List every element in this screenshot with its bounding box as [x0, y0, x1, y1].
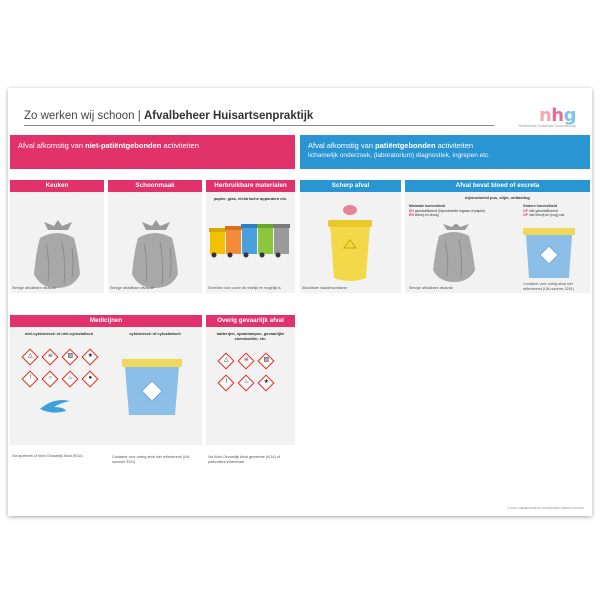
blood-right-criteria — [523, 204, 587, 218]
ghs-exclamation-icon: ! — [22, 371, 39, 388]
ghs-corrosive-icon: ▨ — [62, 349, 79, 366]
card-medicijnen — [10, 315, 202, 464]
logo-tagline: Nederlands Huisartsen Genootschap — [518, 124, 576, 128]
waste-container-icon — [519, 224, 579, 282]
card-caption-right: Container voor overig afval niet reflecterend (UN-nummer 3291) — [112, 455, 191, 464]
sharps-container-icon — [300, 192, 401, 293]
criteria-text: gesolidificeerd (bijvoorbeeld ingaas of papier) — [414, 208, 486, 213]
band-right-bold: patiëntgebonden — [375, 141, 436, 150]
band-patient — [300, 135, 590, 169]
logo-letter-h: h — [551, 105, 564, 126]
card-caption: Stevige afsluitbare afvalzak — [110, 286, 154, 290]
card-note: batterijen, spaarlampen, gevaarlijke chemicaliën, etc. — [216, 331, 285, 341]
card-title: Keuken — [10, 180, 104, 192]
card-caption-right: Container voor overig afval niet reflecterend (UN-nummer 3291) — [523, 282, 574, 291]
blood-left-criteria — [409, 204, 495, 218]
ghs-toxic-icon: ☠ — [42, 349, 59, 366]
card-caption-left: Stevige afsluitbare afvalzak — [409, 286, 453, 290]
logo-letter-g: g — [563, 105, 576, 126]
ghs-health-hazard-icon: ★ — [82, 349, 99, 366]
nhg-logo — [539, 105, 576, 126]
card-caption: Stevige afsluitbare afvalzak — [12, 286, 56, 290]
recycling-bins-icon — [206, 216, 295, 274]
poster — [8, 88, 592, 516]
card-title: Afval bevat bloed of excreta — [405, 180, 590, 192]
ghs-toxic-icon: ☠ — [238, 353, 255, 370]
pharmacy-logo-icon — [36, 393, 76, 417]
card-title: Herbruikbare materialen — [206, 180, 295, 192]
band-right-sub: lichamelijk onderzoek, (laboratorium) diagnostiek, ingrepen etc. — [308, 152, 491, 159]
card-title: Schoonmaak — [108, 180, 202, 192]
ghs-health-hazard-icon: ★ — [258, 375, 275, 392]
title-bold: Afvalbeheer Huisartsenpraktijk — [143, 110, 314, 122]
card-bloed — [405, 180, 590, 293]
criteria-key: EN — [409, 213, 414, 217]
waste-container-icon — [116, 355, 188, 419]
card-herbruikbaar — [206, 180, 295, 293]
ghs-environment-icon: ♨ — [238, 375, 255, 392]
card-title: Scherp afval — [300, 180, 401, 192]
medicine-left-note: niet-cytotoxisch of niet-cytostatisch — [24, 331, 94, 336]
criteria-head: Minimale hoeveelheid — [409, 204, 446, 208]
band-right-prefix: Afval afkomstig van — [308, 141, 376, 150]
garbage-bag-icon — [10, 192, 104, 293]
medicine-right-note: cytotoxisch of cytostatisch — [129, 331, 181, 336]
band-left-suffix: activiteiten — [161, 141, 199, 150]
card-caption: Via Klein Gevaarlijk Afval gemeente (KGA) of particuliere inzamelaar — [208, 455, 280, 464]
card-keuken — [10, 180, 104, 293]
logo-letter-n: n — [538, 105, 552, 126]
card-title: Overig gevaarlijk afval — [206, 315, 295, 327]
card-schoonmaak — [108, 180, 202, 293]
garbage-bag-icon — [419, 224, 489, 284]
band-left-bold: niet-patiëntgebonden — [85, 141, 162, 150]
card-scherp — [300, 180, 401, 293]
band-left-prefix: Afval afkomstig van — [18, 141, 86, 150]
footer-copyright: © NHG | NEDERLANDS HUISARTSEN GENOOTSCHAP — [507, 506, 584, 510]
criteria-key: OF — [523, 208, 528, 213]
card-caption: Scheiden voor zover dit redelijk en mogelijk is — [208, 286, 281, 290]
card-caption: Afsluitbare naaldencontainer — [302, 286, 348, 290]
ghs-corrosive-icon: ▨ — [258, 353, 275, 370]
card-note: bijvoorbeeld pus, slijm, ontlasting — [465, 195, 530, 200]
ghs-flammable-icon: △ — [22, 349, 39, 366]
criteria-key: EN — [409, 208, 414, 213]
criteria-text: niet gesolidificeerd — [528, 208, 558, 213]
ghs-exclamation-icon: ! — [218, 375, 235, 392]
criteria-text: niet lekvrij en (nog) nat — [528, 213, 565, 217]
card-title: Medicijnen — [10, 315, 202, 327]
card-caption-left: Via apotheek of Klein Gevaarlijk Afval (KGA) — [12, 454, 83, 458]
garbage-bag-icon — [108, 192, 202, 293]
criteria-head: Grotere hoeveelheid — [523, 204, 557, 208]
title-rule — [24, 125, 494, 126]
criteria-text: lekvrij en droog — [414, 213, 439, 217]
ghs-oxidizer-icon: ○ — [42, 371, 59, 388]
ghs-flammable-icon: △ — [218, 353, 235, 370]
band-non-patient — [10, 135, 295, 169]
title-regular: Zo werken wij schoon | — [24, 110, 144, 122]
card-overig — [206, 315, 295, 464]
card-note: papier, glas, elektrische apparaten etc. — [213, 196, 288, 201]
ghs-environment-icon: ♨ — [62, 371, 79, 388]
band-right-suffix: activiteiten — [435, 141, 474, 150]
criteria-key: OF — [523, 213, 528, 217]
ghs-gas-icon: ● — [82, 371, 99, 388]
page-title — [24, 110, 313, 122]
